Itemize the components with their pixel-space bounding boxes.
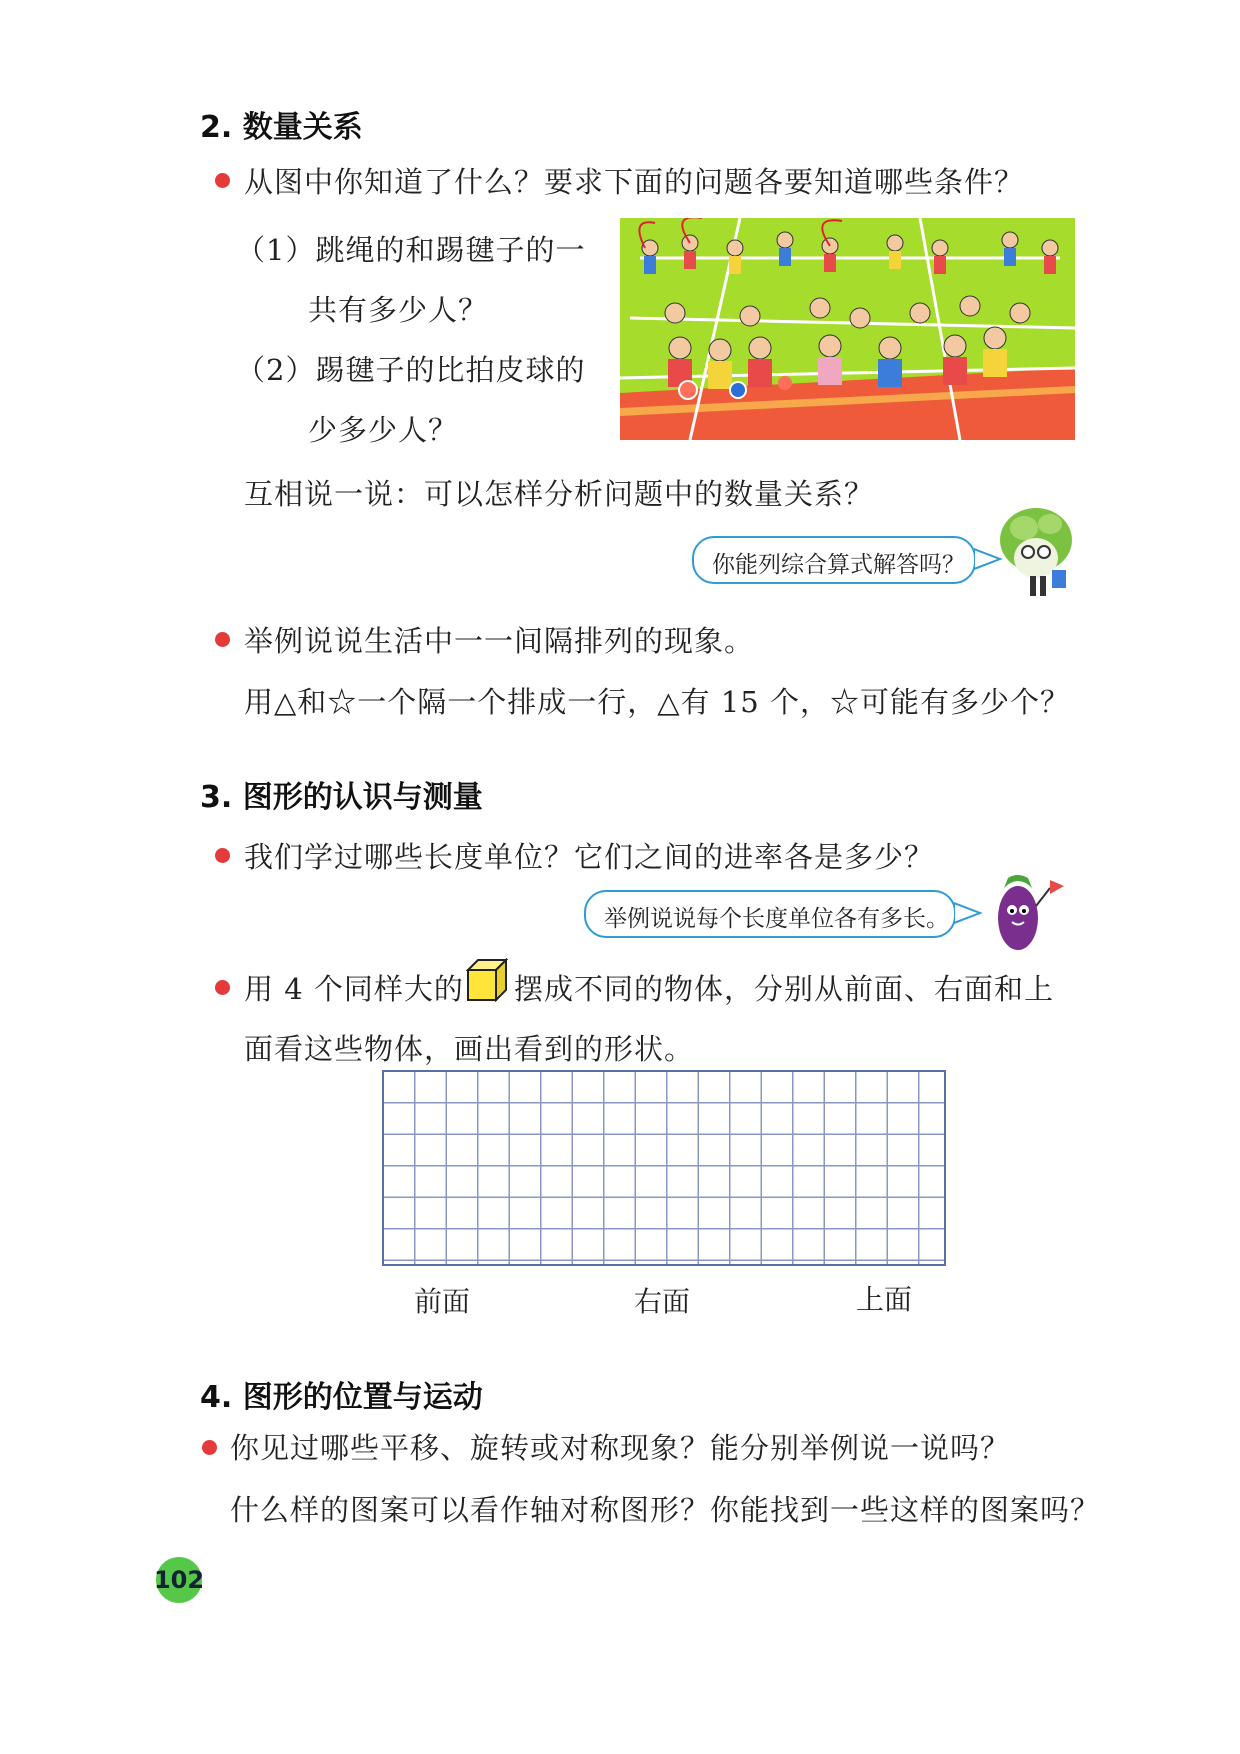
cabbage-mascot-icon — [996, 500, 1076, 605]
bullet-icon — [202, 1440, 217, 1455]
cube-icon — [466, 958, 508, 1002]
question-detail-text: 用△和☆一个隔一个排成一行，△有 15 个，☆可能有多少个？ — [244, 685, 1070, 719]
grid-label-right: 右面 — [634, 1285, 691, 1318]
bullet-icon — [215, 632, 230, 647]
bullet-icon — [215, 848, 230, 863]
grid-label-front: 前面 — [414, 1285, 471, 1318]
bullet-icon — [215, 173, 230, 188]
sub-question-1-line1: （1）跳绳的和踢毽子的一 — [236, 233, 586, 267]
question-text-part2: 摆成不同的物体，分别从前面、右面和上 — [514, 972, 1055, 1006]
speech-bubble: 举例说说每个长度单位各有多长。 — [584, 890, 956, 938]
question-text: 我们学过哪些长度单位？它们之间的进率各是多少？ — [244, 840, 935, 874]
drawing-grid — [382, 1070, 946, 1266]
grid-label-top: 上面 — [856, 1283, 913, 1316]
playground-illustration — [620, 218, 1075, 440]
sub-question-2-line2: 少多少人？ — [308, 413, 459, 447]
bullet-icon — [215, 980, 230, 995]
question-text: 从图中你知道了什么？要求下面的问题各要知道哪些条件？ — [244, 165, 1025, 199]
question-text: 你见过哪些平移、旋转或对称现象？能分别举例说一说吗？ — [230, 1431, 1011, 1465]
question-detail-text: 什么样的图案可以看作轴对称图形？你能找到一些这样的图案吗？ — [230, 1493, 1101, 1527]
sub-question-2-line1: （2）踢毽子的比拍皮球的 — [236, 353, 586, 387]
question-text-part1: 用 4 个同样大的 — [244, 972, 464, 1006]
speech-bubble: 你能列综合算式解答吗？ — [692, 536, 976, 584]
sub-question-1-line2: 共有多少人？ — [308, 293, 489, 327]
question-text: 举例说说生活中一一间隔排列的现象。 — [244, 624, 755, 658]
discussion-text: 互相说一说：可以怎样分析问题中的数量关系？ — [244, 477, 875, 511]
page-number: 102 — [156, 1557, 202, 1603]
eggplant-mascot-icon — [984, 858, 1064, 958]
bubble-tail-icon — [954, 899, 984, 929]
section-4-heading: 4. 图形的位置与运动 — [200, 1380, 483, 1415]
section-2-heading: 2. 数量关系 — [200, 110, 363, 145]
question-text-part3: 面看这些物体，画出看到的形状。 — [244, 1032, 695, 1066]
section-3-heading: 3. 图形的认识与测量 — [200, 780, 483, 815]
